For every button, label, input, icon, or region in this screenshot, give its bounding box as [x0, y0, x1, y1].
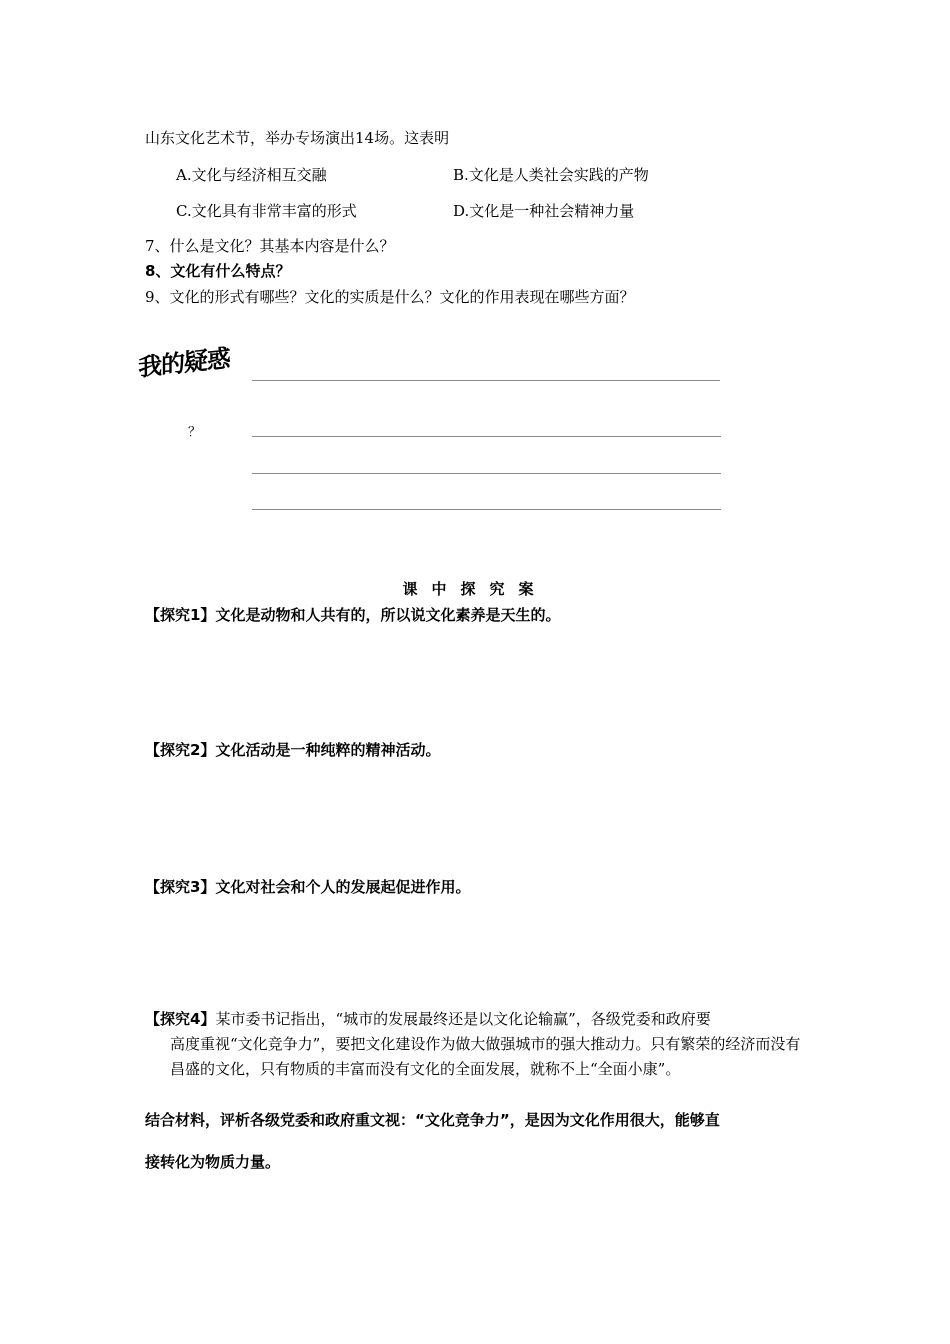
explore-4-label: 【探究4】	[145, 1010, 216, 1028]
explore-3: 【探究3】文化对社会和个人的发展起促进作用。	[145, 878, 471, 896]
option-c: C.文化具有非常丰富的形式	[176, 202, 357, 220]
doubt-line-2	[252, 436, 721, 437]
doubt-line-3	[252, 473, 721, 474]
doubt-line-1	[252, 380, 720, 381]
question-9: 9、文化的形式有哪些？文化的实质是什么？文化的作用表现在哪些方面？	[145, 288, 635, 306]
option-a: A.文化与经济相互交融	[176, 166, 327, 184]
my-doubts-logo: 我的疑惑	[138, 344, 230, 382]
explore-4-rest: 高度重视“文化竞争力”，要把文化建设作为做大做强城市的强大推动力。只有繁荣的经济而没有昌盛的文化，只有物质的丰富而没有文化的全面发展，就称不上“全面小康”。	[170, 1035, 801, 1078]
explore-4-question-line2: 接转化为物质力量。	[145, 1153, 281, 1171]
intro-line: 山东文化艺术节，举办专场演出14场。这表明	[145, 129, 450, 147]
option-d: D.文化是一种社会精神力量	[453, 202, 635, 220]
explore-4-material	[145, 1007, 810, 1082]
section-title: 课中探究案	[402, 580, 548, 598]
explore-1: 【探究1】文化是动物和人共有的，所以说文化素养是天生的。	[145, 606, 561, 624]
option-b: B.文化是人类社会实践的产物	[453, 166, 649, 184]
explore-4-question-line1: 结合材料，评析各级党委和政府重文视：“文化竞争力”，是因为文化作用很大，能够直	[145, 1111, 720, 1129]
question-7: 7、什么是文化？其基本内容是什么？	[145, 237, 395, 255]
explore-4-line1: 某市委书记指出，“城市的发展最终还是以文化论输赢”，各级党委和政府要	[215, 1010, 711, 1028]
explore-2: 【探究2】文化活动是一种纯粹的精神活动。	[145, 741, 441, 759]
doubt-question-mark: ？	[188, 425, 202, 440]
question-8: 8、文化有什么特点？	[145, 262, 291, 280]
doubt-line-4	[252, 509, 721, 510]
